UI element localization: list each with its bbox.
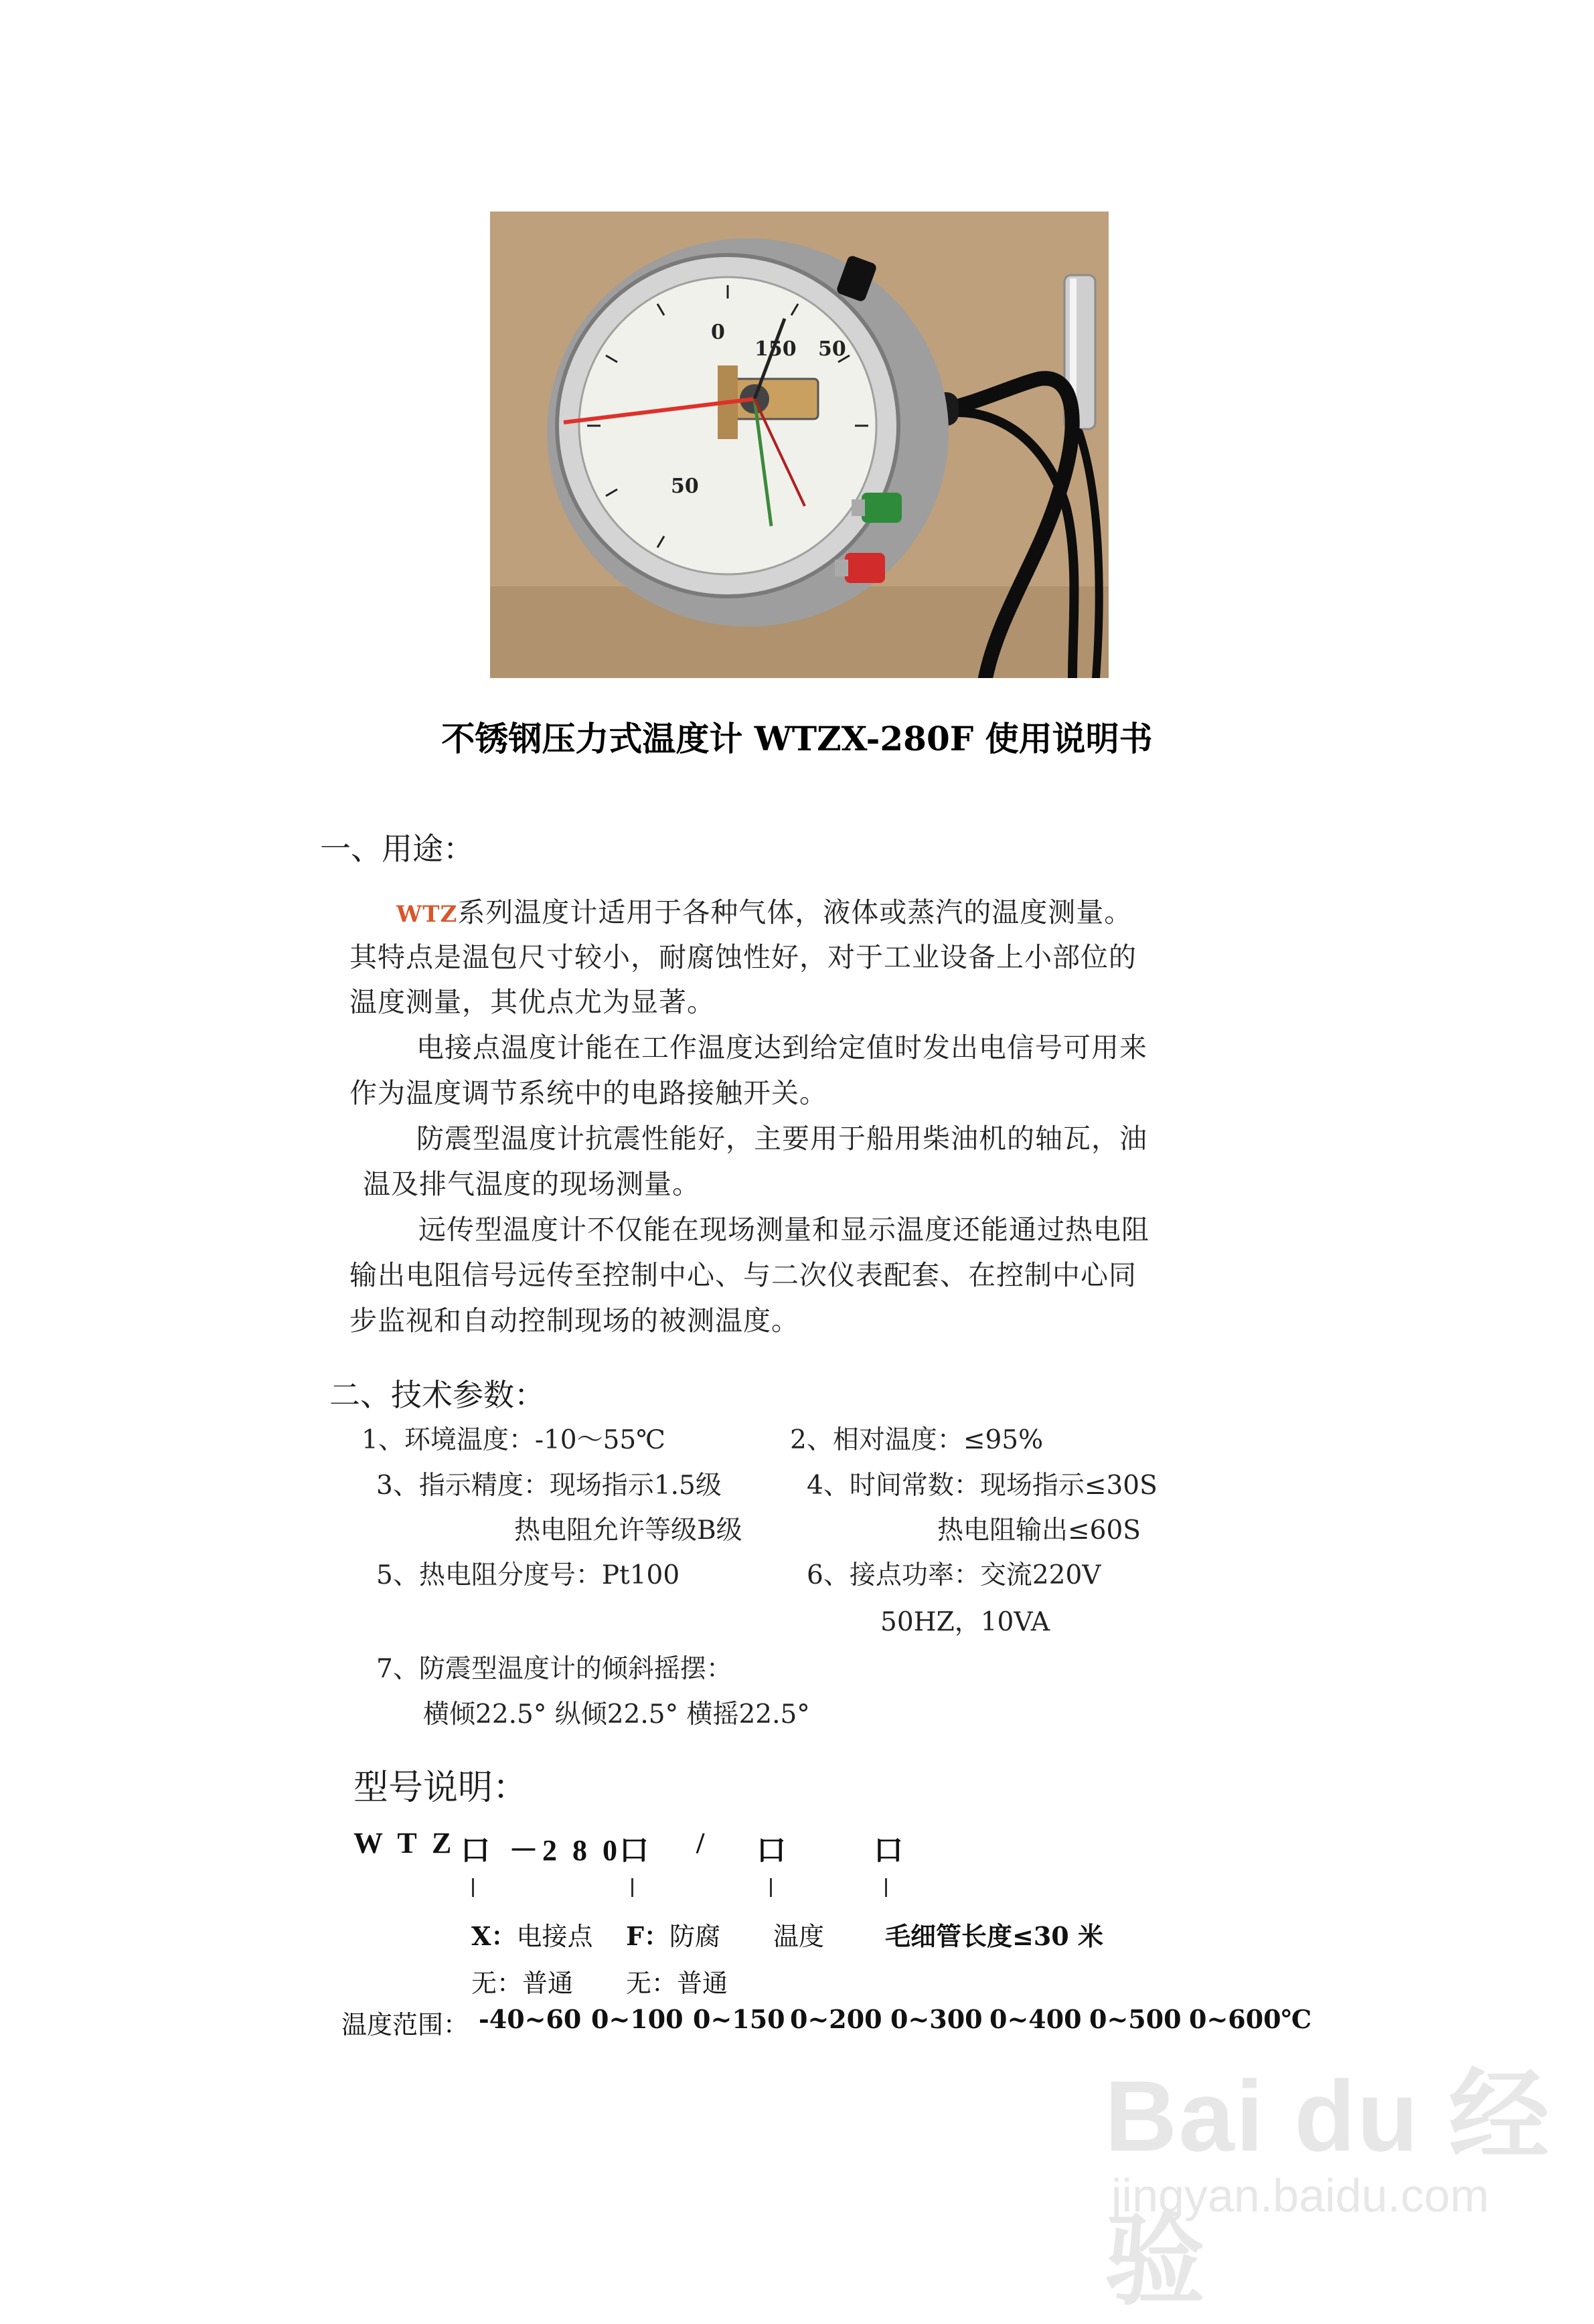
param-contact-power: 6、接点功率：交流220V: [807, 1560, 1101, 1590]
model-code-slash: /: [696, 1827, 709, 1859]
watermark-logo: Bai du 经验: [1105, 2060, 1551, 2317]
model-key-anticorrosion: [626, 1916, 720, 1953]
param-tilt-swing: 7、防震型温度计的倾斜摇摆：: [376, 1654, 732, 1684]
param-accuracy-rtd: 热电阻允许等级B级: [514, 1515, 742, 1546]
temp-range: 0~300: [890, 2004, 983, 2034]
section1-line: 步监视和自动控制现场的被测温度。: [349, 1305, 799, 1337]
dial-number-0: 0: [711, 321, 725, 344]
document-title: 不锈钢压力式温度计 WTZX-280F 使用说明书: [441, 719, 1153, 758]
param-time-constant: 4、时间常数：现场指示≤30S: [807, 1471, 1158, 1501]
temp-range: 0~200: [790, 2004, 882, 2034]
section1-heading: 一、用途：: [320, 831, 474, 867]
temp-range: 0~100: [591, 2004, 684, 2034]
param-time-constant-rtd: 热电阻输出≤60S: [937, 1515, 1141, 1546]
temp-range: 0~600℃: [1189, 2004, 1312, 2034]
dial-number-50b: 50: [818, 337, 846, 361]
model-tick: [770, 1878, 772, 1897]
section2-heading: 二、技术参数：: [329, 1377, 545, 1413]
model-key-text: 防腐: [669, 1922, 720, 1951]
section1-line: 作为温度调节系统中的电路接触开关。: [349, 1077, 827, 1109]
section1-line: 温度测量，其优点尤为显著。: [349, 986, 715, 1018]
param-tilt-values: 横倾22.5° 纵倾22.5° 横摇22.5°: [423, 1699, 810, 1730]
model-tick: [472, 1878, 474, 1897]
temp-range: -40~60: [479, 2004, 582, 2034]
temp-range: 0~400: [989, 2004, 1082, 2034]
param-accuracy: 3、指示精度：现场指示1.5级: [376, 1471, 722, 1501]
section1-para1: [396, 890, 1132, 930]
param-ambient-temp: 1、环境温度：-10～55℃: [362, 1425, 665, 1455]
model-code-box2: 口: [619, 1834, 653, 1867]
param-relative-humidity: 2、相对温度：≤95%: [790, 1425, 1044, 1455]
model-tick: [885, 1878, 887, 1897]
product-photo: [490, 212, 1109, 678]
model-code-prefix: W T Z: [353, 1827, 456, 1859]
temp-range-label: 温度范围：: [341, 2010, 469, 2040]
dial-number-150: 150: [754, 337, 797, 361]
temp-range: 0~500: [1089, 2004, 1182, 2034]
section1-line: 输出电阻信号远传至控制中心、与二次仪表配套、在控制中心同: [349, 1259, 1137, 1291]
section1-line: 防震型温度计抗震性能好，主要用于船用柴油机的轴瓦，油: [416, 1123, 1147, 1155]
model-key-normal-a: 无：普通: [471, 1969, 574, 1998]
model-code-box4: 口: [874, 1834, 907, 1867]
param-rtd-type: 5、热电阻分度号：Pt100: [376, 1560, 680, 1590]
model-key-temperature: 温度: [773, 1922, 825, 1951]
model-code-mid: －2 8 0: [509, 1834, 621, 1867]
section1-line: 远传型温度计不仅能在现场测量和显示温度还能通过热电阻: [418, 1214, 1149, 1246]
model-key-text: 电接点: [516, 1922, 593, 1951]
section1-line1-text: 系列温度计适用于各种气体，液体或蒸汽的温度测量。: [457, 896, 1133, 928]
section1-line: 其特点是温包尺寸较小，耐腐蚀性好，对于工业设备上小部位的: [349, 941, 1137, 973]
temp-range: 0~150: [693, 2004, 785, 2034]
baidu-watermark: [1105, 2035, 1573, 2317]
brand-wtz: WTZ: [396, 901, 458, 928]
dial-number-50a: 50: [671, 475, 699, 498]
model-key-contact: [471, 1916, 593, 1953]
model-key-code: X：: [471, 1921, 517, 1951]
model-heading: 型号说明：: [353, 1768, 528, 1808]
model-code-box1: 口: [461, 1834, 494, 1867]
model-key-normal-b: 无：普通: [626, 1969, 728, 1998]
model-code-box3: 口: [756, 1834, 790, 1867]
model-tick: [631, 1878, 633, 1897]
param-contact-power-freq: 50HZ，10VA: [880, 1607, 1050, 1637]
gauge-housing: [547, 238, 949, 627]
model-key-capillary: 毛细管长度≤30 米: [885, 1921, 1103, 1951]
section1-line: 电接点温度计能在工作温度达到给定值时发出电信号可用来: [416, 1031, 1147, 1064]
watermark-url: jingyan.baidu.com: [1111, 2169, 1490, 2222]
model-key-code: F：: [626, 1921, 669, 1951]
section1-line: 温及排气温度的现场测量。: [363, 1168, 700, 1200]
